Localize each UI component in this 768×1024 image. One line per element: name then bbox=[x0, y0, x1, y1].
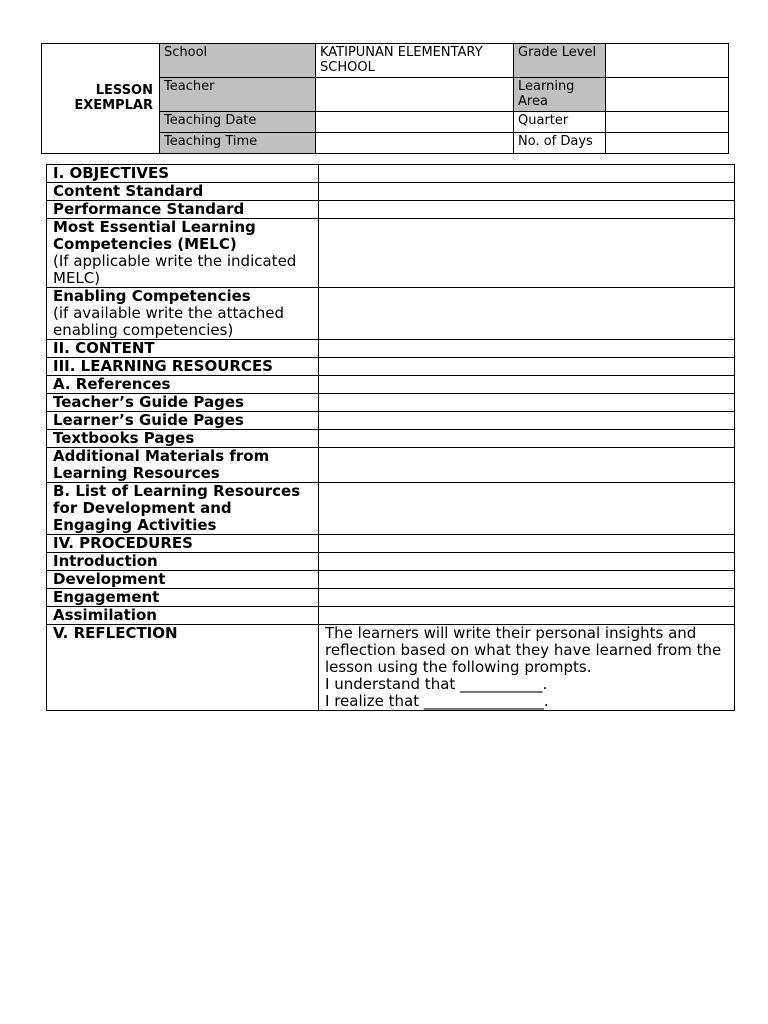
performance-standard-field[interactable] bbox=[319, 201, 735, 219]
introduction-field[interactable] bbox=[319, 553, 735, 571]
table-row bbox=[47, 589, 735, 607]
reflection-prompt-realize: I realize that ________________. bbox=[325, 692, 549, 710]
row-label: Learner’s Guide Pages bbox=[47, 412, 319, 430]
row-label: III. LEARNING RESOURCES bbox=[47, 358, 319, 376]
grade-level-label: Grade Level bbox=[514, 44, 606, 78]
table-row bbox=[47, 553, 735, 571]
reflection-intro: The learners will write their personal insights and reflection based on what they have learned from the lesson using the following prompts. bbox=[325, 624, 722, 676]
table-row bbox=[47, 394, 735, 412]
lesson-exemplar-title bbox=[42, 44, 160, 154]
development-field[interactable] bbox=[319, 571, 735, 589]
lesson-plan-table bbox=[46, 164, 735, 711]
table-row bbox=[47, 201, 735, 219]
table-row bbox=[47, 340, 735, 358]
table-row bbox=[47, 607, 735, 625]
table-row bbox=[47, 625, 735, 711]
table-row bbox=[47, 571, 735, 589]
row-label: Content Standard bbox=[47, 183, 319, 201]
additional-materials-field[interactable] bbox=[319, 448, 735, 483]
enabling-competencies-field[interactable] bbox=[319, 288, 735, 340]
row-label: Assimilation bbox=[47, 607, 319, 625]
row-note: (If applicable write the indicated MELC) bbox=[53, 252, 297, 287]
textbooks-pages-field[interactable] bbox=[319, 430, 735, 448]
reflection-field[interactable] bbox=[319, 625, 735, 711]
table-row bbox=[47, 483, 735, 535]
row-label: Teacher’s Guide Pages bbox=[47, 394, 319, 412]
reflection-prompt-understand: I understand that ___________. bbox=[325, 675, 548, 693]
engagement-field[interactable] bbox=[319, 589, 735, 607]
no-of-days-field[interactable] bbox=[606, 133, 729, 154]
row-label: I. OBJECTIVES bbox=[47, 165, 319, 183]
table-row bbox=[47, 288, 735, 340]
content-standard-field[interactable] bbox=[319, 183, 735, 201]
teaching-date-label: Teaching Date bbox=[160, 112, 316, 133]
school-field[interactable]: KATIPUNAN ELEMENTARY SCHOOL bbox=[316, 44, 514, 78]
row-label: Introduction bbox=[47, 553, 319, 571]
row-label: Performance Standard bbox=[47, 201, 319, 219]
table-row bbox=[47, 412, 735, 430]
no-of-days-label: No. of Days bbox=[514, 133, 606, 154]
table-row bbox=[47, 448, 735, 483]
school-label: School bbox=[160, 44, 316, 78]
teaching-time-field[interactable] bbox=[316, 133, 514, 154]
teaching-date-field[interactable] bbox=[316, 112, 514, 133]
list-of-resources-field[interactable] bbox=[319, 483, 735, 535]
quarter-label: Quarter bbox=[514, 112, 606, 133]
learners-guide-field[interactable] bbox=[319, 412, 735, 430]
quarter-field[interactable] bbox=[606, 112, 729, 133]
row-label: V. REFLECTION bbox=[47, 625, 319, 711]
table-row bbox=[47, 183, 735, 201]
row-label: IV. PROCEDURES bbox=[47, 535, 319, 553]
melc-field[interactable] bbox=[319, 219, 735, 288]
row-label: Engagement bbox=[47, 589, 319, 607]
row-label: II. CONTENT bbox=[47, 340, 319, 358]
learning-area-label: Learning Area bbox=[514, 78, 606, 112]
row-label: B. List of Learning Resources for Development and Engaging Activities bbox=[47, 483, 319, 535]
references-field[interactable] bbox=[319, 376, 735, 394]
title-line-1: LESSON bbox=[95, 83, 153, 98]
table-row bbox=[47, 219, 735, 288]
row-label: Most Essential Learning Competencies (MELC) (If applicable write the indicated MELC) bbox=[47, 219, 319, 288]
procedures-field[interactable] bbox=[319, 535, 735, 553]
objectives-field[interactable] bbox=[319, 165, 735, 183]
grade-level-field[interactable] bbox=[606, 44, 729, 78]
table-row bbox=[47, 376, 735, 394]
assimilation-field[interactable] bbox=[319, 607, 735, 625]
teacher-field[interactable] bbox=[316, 78, 514, 112]
table-row bbox=[47, 358, 735, 376]
table-row bbox=[47, 165, 735, 183]
title-line-2: EXEMPLAR bbox=[74, 97, 153, 113]
row-label: Enabling Competencies (if available write the attached enabling competencies) bbox=[47, 288, 319, 340]
teaching-time-label: Teaching Time bbox=[160, 133, 316, 154]
table-row bbox=[47, 535, 735, 553]
teacher-label: Teacher bbox=[160, 78, 316, 112]
content-field[interactable] bbox=[319, 340, 735, 358]
row-label: Additional Materials from Learning Resources bbox=[47, 448, 319, 483]
row-label: Development bbox=[47, 571, 319, 589]
table-row bbox=[47, 430, 735, 448]
teachers-guide-field[interactable] bbox=[319, 394, 735, 412]
learning-resources-field[interactable] bbox=[319, 358, 735, 376]
row-label: A. References bbox=[47, 376, 319, 394]
lesson-header-table bbox=[41, 43, 729, 154]
row-label: Textbooks Pages bbox=[47, 430, 319, 448]
learning-area-field[interactable] bbox=[606, 78, 729, 112]
row-note: (if available write the attached enabling competencies) bbox=[53, 304, 285, 339]
